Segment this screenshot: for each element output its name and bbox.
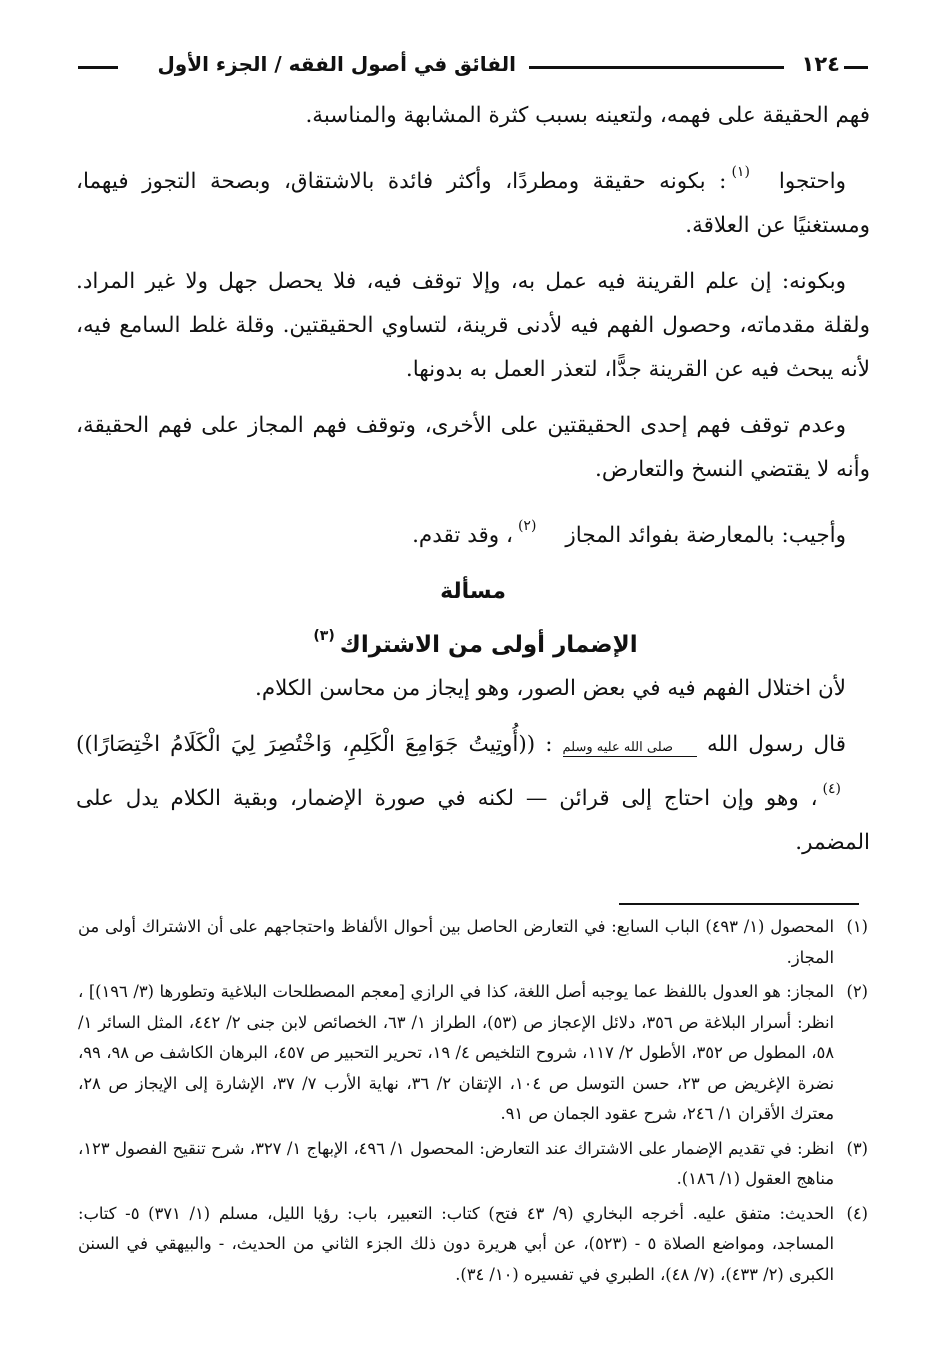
paragraph-2-start: واحتجوا bbox=[778, 169, 846, 194]
paragraph-2 bbox=[76, 150, 870, 248]
paragraph-6: لأن اختلال الفهم فيه في بعض الصور، وهو إيجاز من محاسن الكلام. bbox=[254, 676, 846, 701]
footnote-ref-1[interactable]: (١) bbox=[731, 164, 750, 180]
issue-title-text: الإضمار أولى من الاشتراك bbox=[339, 632, 638, 658]
footnote-number: (١) bbox=[846, 917, 868, 936]
header-rule-left bbox=[78, 66, 118, 69]
paragraph-3: وبكونه: إن علم القرينة فيه عمل به، وإلا توقف فيه، فلا يحصل جهل ولا غير المراد. ولقلة مقدماته، وحصول الفهم فيه لأدنى قرينة، لتساوي الحقيقتين. وقلة غلط السامع فيه، لأنه يبحث فيه عن القرينة جدًّا، لتعذر العمل به بدونها. bbox=[76, 269, 870, 382]
footnote-ref-4[interactable]: (٤) bbox=[822, 781, 841, 797]
footnote-ref-3[interactable]: (٣) bbox=[313, 628, 335, 644]
section-heading: مسألة bbox=[440, 579, 506, 604]
header-rule-right bbox=[844, 66, 868, 69]
running-header bbox=[78, 48, 868, 84]
footnote-separator bbox=[619, 903, 859, 905]
header-rule-middle bbox=[529, 66, 784, 69]
paragraph-5-start: وأجيب: بالمعارضة بفوائد المجاز bbox=[565, 523, 846, 548]
paragraph-7-start: قال رسول الله bbox=[707, 732, 846, 757]
footnote-2 bbox=[78, 977, 868, 1130]
page-number: ١٢٤ bbox=[801, 52, 840, 76]
footnote-1 bbox=[78, 912, 868, 973]
paragraph-2-rest: : بكونه حقيقة ومطردًا، وأكثر فائدة بالاشتقاق، وبصحة التجوز فيهما، ومستغنيًا عن العلاقة. bbox=[76, 169, 870, 238]
paragraph-7-rest: ، وهو وإن احتاج إلى قرائن — لكنه في صورة الإضمار، وبقية الكلام يدل على المضمر. bbox=[76, 786, 870, 855]
paragraph-4: وعدم توقف فهم إحدى الحقيقتين على الأخرى، وتوقف فهم المجاز على فهم الحقيقة، وأنه لا يقتضي النسخ والتعارض. bbox=[76, 413, 870, 482]
footnote-text: المحصول (١/ ٤٩٣) الباب السابع: في التعارض الحاصل بين أحوال الألفاظ واحتجاجهم على أن الاشتراك أولى من المجاز. bbox=[78, 917, 834, 967]
paragraph-1: فهم الحقيقة على فهمه، ولتعينه بسبب كثرة المشابهة والمناسبة. bbox=[305, 103, 870, 128]
paragraph-5-rest: ، وقد تقدم. bbox=[412, 523, 513, 548]
footnotes bbox=[78, 912, 868, 1294]
footnote-4 bbox=[78, 1199, 868, 1291]
footnote-text: الحديث: متفق عليه. أخرجه البخاري (٩/ ٤٣ فتح) كتاب: التعبير، باب: رؤيا الليل، مسلم (١/ ٣٧١) ٥- كتاب: المساجد، ومواضع الصلاة ٥ - (٥٢٣)، عن أبي هريرة دون ذلك الجزء الثاني من الحديث، - والبيهقي في السنن الكبرى (٢/ ٤٣٣)، (٧/ ٤٨)، الطبري في تفسيره (١٠/ ٣٤). bbox=[78, 1203, 834, 1284]
hadith-quote: : ((أُوتِيتُ جَوَامِعَ الْكَلِمِ، وَاخْتُصِرَ لِيَ الْكَلَامُ اخْتِصَارًا)) bbox=[76, 732, 553, 757]
footnote-3 bbox=[78, 1134, 868, 1195]
paragraph-5 bbox=[76, 504, 870, 558]
main-text bbox=[76, 94, 870, 877]
paragraph-7 bbox=[76, 723, 870, 865]
footnote-number: (٣) bbox=[846, 1138, 868, 1158]
salutation-glyph: صلى الله عليه وسلم bbox=[563, 740, 698, 757]
footnote-text: انظر: في تقديم الإضمار على الاشتراك عند التعارض: المحصول ١/ ٤٩٦، الإبهاج ١/ ٣٢٧، شرح تنقيح الفصول ١٢٣، مناهج العقول (١/ ١٨٦). bbox=[78, 1138, 834, 1188]
footnote-text: المجاز: هو العدول باللفظ عما يوجبه أصل اللغة، كذا في الرازي [معجم المصطلحات البلاغية وتطورها (٣/ ١٩٦)] ، انظر: أسرار البلاغة ص ٣٥٦، دلائل الإعجاز ص (٥٣)، الطراز ١/ ٦٣، الخصائص لابن جنى ٢/ ٤٤٢، المثل السائر ١/ ٥٨، المطول ص ٣٥٢، الأطول ٢/ ١١٧، شروح التلخيص ٤/ ١٩، تحرير التحبير ص ٤٥٧، البرهان الكاشف ص ٩٨، ٩٩، نضرة الإغريض ص ٢٣، حسن التوسل ص ١٠٤، الإتقان ٢/ ٣٦، نهاية الأرب ٧/ ٣٧، الإشارة إلى الإيجاز ص ٢٨، معترك الأقران ١/ ٢٤٦، شرح عقود الجمان ص ٩١. bbox=[78, 982, 835, 1123]
footnote-number: (٢) bbox=[846, 982, 868, 1001]
issue-title bbox=[76, 614, 870, 667]
footnote-number: (٤) bbox=[846, 1203, 868, 1223]
footnote-ref-2[interactable]: (٢) bbox=[517, 518, 537, 534]
book-title: الفائق في أصول الفقه / الجزء الأول bbox=[157, 52, 516, 76]
